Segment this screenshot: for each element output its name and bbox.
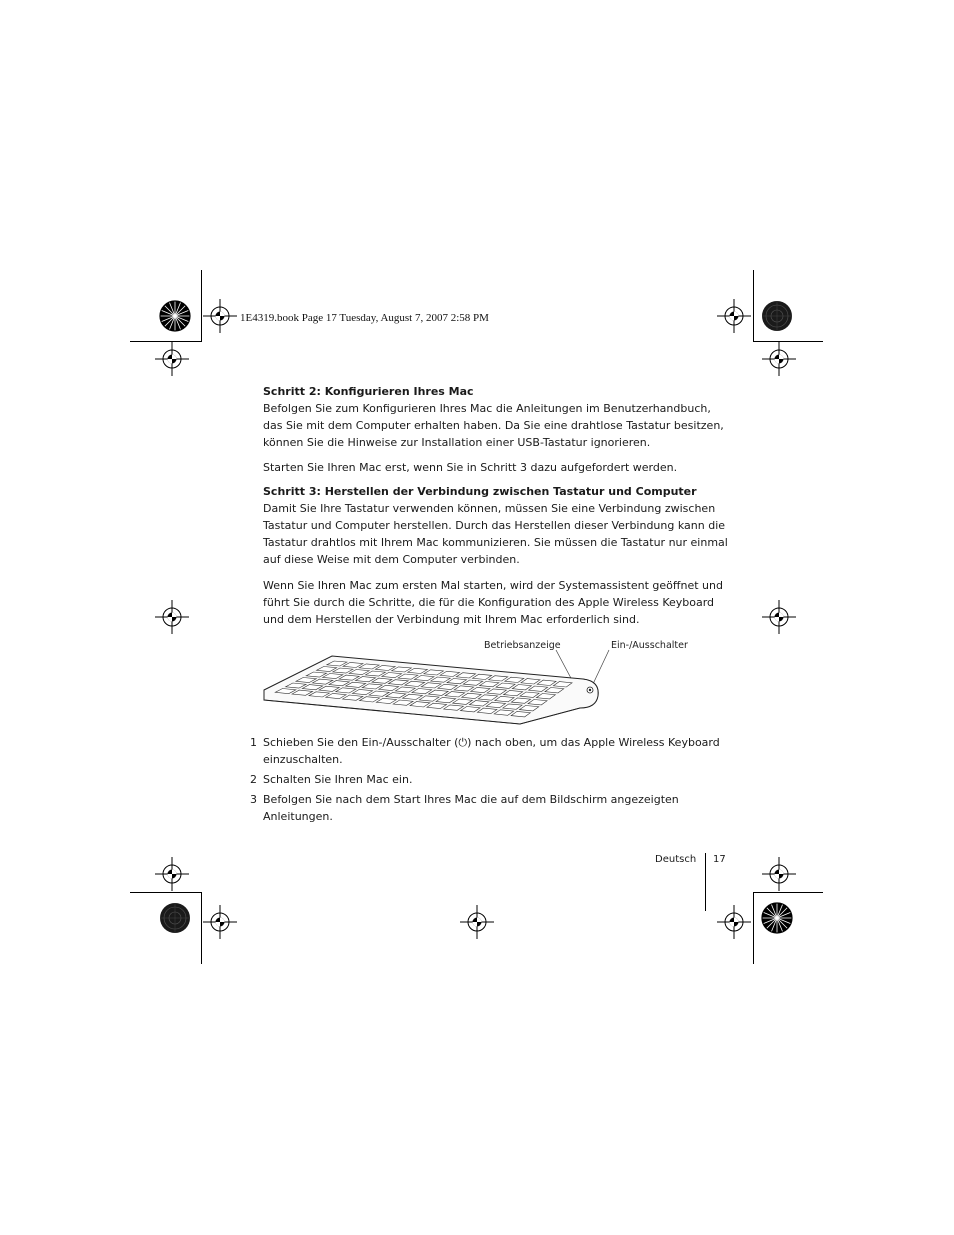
slug-line: 1E4319.book Page 17 Tuesday, August 7, 2007 2:58 PM (240, 312, 489, 324)
step3-line: Tastatur drahtlos mit Ihrem Mac kommunizieren. Sie müssen die Tastatur nur einmal (263, 536, 728, 549)
step-item (263, 734, 720, 768)
step3-line: Tastatur und Computer herstellen. Durch das Herstellen dieser Verbindung kann die (263, 519, 726, 532)
step3-line: Wenn Sie Ihren Mac zum ersten Mal starten, wird der Systemassistent geöffnet und (263, 579, 723, 592)
step3-line: Damit Sie Ihre Tastatur verwenden können, müssen Sie eine Verbindung zwischen (263, 502, 716, 515)
step-item-line: Schalten Sie Ihren Mac ein. (263, 773, 413, 786)
step-item (263, 791, 695, 825)
step3-heading: Schritt 3: Herstellen der Verbindung zwischen Tastatur und Computer (263, 485, 697, 498)
footer-language: Deutsch (655, 854, 697, 865)
step2-line: das Sie mit dem Computer erhalten haben. Da Sie eine drahtlose Tastatur besitzen, (263, 419, 724, 432)
step-item-line: Befolgen Sie nach dem Start Ihres Mac die auf dem Bildschirm angezeigten (263, 793, 679, 806)
page-number: 17 (713, 854, 726, 865)
step-number: 3 (250, 793, 257, 806)
step3-line: und dem Herstellen der Verbindung mit Ihrem Mac erforderlich sind. (263, 613, 640, 626)
step-number: 1 (250, 736, 257, 749)
step-item (263, 771, 695, 788)
callout-power-switch: Ein-/Ausschalter (611, 640, 688, 651)
step2-heading: Schritt 2: Konfigurieren Ihres Mac (263, 385, 474, 398)
step2-line: können Sie die Hinweise zur Installation einer USB-Tastatur ignorieren. (263, 436, 651, 449)
step2-note-text: Starten Sie Ihren Mac erst, wenn Sie in Schritt 3 dazu aufgefordert werden. (263, 461, 678, 474)
step2-line: Befolgen Sie zum Konfigurieren Ihres Mac die Anleitungen im Benutzerhandbuch, (263, 402, 711, 415)
step-item-line: einzuschalten. (263, 753, 343, 766)
step-number: 2 (250, 773, 257, 786)
step3-line: führt Sie durch die Schritte, die für die Konfiguration des Apple Wireless Keyboard (263, 596, 715, 609)
step-item-line: Schieben Sie den Ein-/Ausschalter (⏻) nach oben, um das Apple Wireless Keyboard (263, 736, 720, 749)
step3-line: auf diese Weise mit dem Computer verbinden. (263, 553, 520, 566)
step-item-line: Anleitungen. (263, 810, 333, 823)
callout-power-indicator: Betriebsanzeige (484, 640, 561, 651)
